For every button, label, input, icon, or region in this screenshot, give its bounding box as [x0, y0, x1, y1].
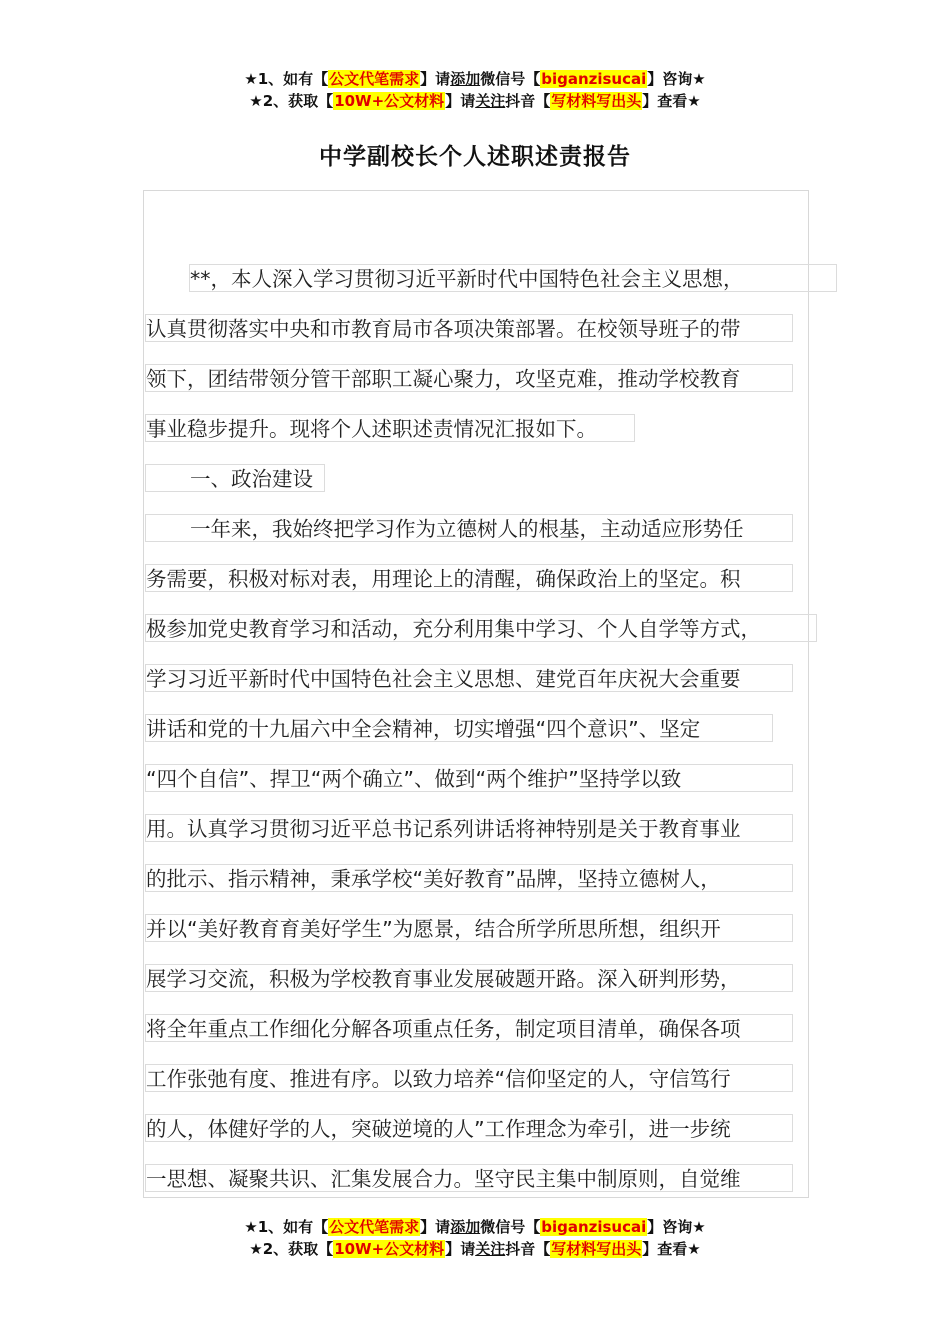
- body-line: 务需要，积极对标对表，用理论上的清醒，确保政治上的坚定。积: [145, 564, 793, 592]
- body-line: 的人，体健好学的人，突破逆境的人”工作理念为牵引，进一步统: [145, 1114, 793, 1142]
- body-line: 讲话和党的十九届六中全会精神，切实增强“四个意识”、坚定: [145, 714, 773, 742]
- body-line: “四个自信”、捍卫“两个确立”、做到“两个维护”坚持学以致: [145, 764, 793, 792]
- body-line: 展学习交流，积极为学校教育事业发展破题开路。深入研判形势，: [145, 964, 793, 992]
- body-line: 一思想、凝聚共识、汇集发展合力。坚守民主集中制原则，自觉维: [145, 1164, 793, 1192]
- promo-underline: 添加: [450, 70, 481, 88]
- promo-highlight: 公文代笔需求: [329, 70, 420, 88]
- promo-text: ★1、如有【: [244, 70, 329, 88]
- document-title: 中学副校长个人述职述责报告: [319, 144, 631, 170]
- promo-wechat-id: biganzisucai: [541, 70, 647, 88]
- body-line: **，本人深入学习贯彻习近平新时代中国特色社会主义思想，: [189, 264, 837, 292]
- promo-line-1: [0, 1216, 950, 1238]
- promo-text: ★2、获取【: [249, 1240, 334, 1258]
- body-line: 将全年重点工作细化分解各项重点任务，制定项目清单，确保各项: [145, 1014, 793, 1042]
- section-heading: 一、政治建设: [145, 464, 325, 492]
- promo-banner-bottom: [0, 1216, 950, 1260]
- body-line: 领下，团结带领分管干部职工凝心聚力，攻坚克难，推动学校教育: [145, 364, 793, 392]
- body-line: 极参加党史教育学习和活动，充分利用集中学习、个人自学等方式，: [145, 614, 817, 642]
- promo-text: 抖音【: [505, 92, 551, 110]
- promo-text: 】请: [420, 1218, 451, 1236]
- body-line: 事业稳步提升。现将个人述职述责情况汇报如下。: [145, 414, 635, 442]
- promo-line-2: [0, 90, 950, 112]
- promo-text: 抖音【: [505, 1240, 551, 1258]
- promo-banner-top: [0, 68, 950, 112]
- body-line: 认真贯彻落实中央和市教育局市各项决策部署。在校领导班子的带: [145, 314, 793, 342]
- promo-underline: 添加: [450, 1218, 481, 1236]
- body-line: 并以“美好教育育美好学生”为愿景，结合所学所思所想，组织开: [145, 914, 793, 942]
- promo-underline: 关注: [475, 92, 506, 110]
- body-line: 工作张弛有度、推进有序。以致力培养“信仰坚定的人，守信笃行: [145, 1064, 793, 1092]
- body-line: 学习习近平新时代中国特色社会主义思想、建党百年庆祝大会重要: [145, 664, 793, 692]
- promo-line-2: [0, 1238, 950, 1260]
- promo-text: ★1、如有【: [244, 1218, 329, 1236]
- body-line: 一年来，我始终把学习作为立德树人的根基，主动适应形势任: [145, 514, 793, 542]
- promo-text: 微信号【: [480, 1218, 541, 1236]
- promo-douyin-id: 写材料写出头: [551, 1240, 642, 1258]
- promo-text: 】请: [445, 92, 476, 110]
- promo-text: 】咨询★: [647, 1218, 706, 1236]
- promo-wechat-id: biganzisucai: [541, 1218, 647, 1236]
- promo-text: 】查看★: [642, 1240, 701, 1258]
- promo-text: 】请: [445, 1240, 476, 1258]
- promo-text: 】请: [420, 70, 451, 88]
- promo-line-1: [0, 68, 950, 90]
- promo-highlight: 公文代笔需求: [329, 1218, 420, 1236]
- promo-underline: 关注: [475, 1240, 506, 1258]
- promo-text: ★2、获取【: [249, 92, 334, 110]
- promo-highlight: 10W+公文材料: [334, 92, 445, 110]
- body-line: 用。认真学习贯彻习近平总书记系列讲话将神特别是关于教育事业: [145, 814, 793, 842]
- promo-text: 微信号【: [480, 70, 541, 88]
- promo-highlight: 10W+公文材料: [334, 1240, 445, 1258]
- body-line: 的批示、指示精神，秉承学校“美好教育”品牌，坚持立德树人，: [145, 864, 793, 892]
- promo-douyin-id: 写材料写出头: [551, 92, 642, 110]
- promo-text: 】咨询★: [647, 70, 706, 88]
- promo-text: 】查看★: [642, 92, 701, 110]
